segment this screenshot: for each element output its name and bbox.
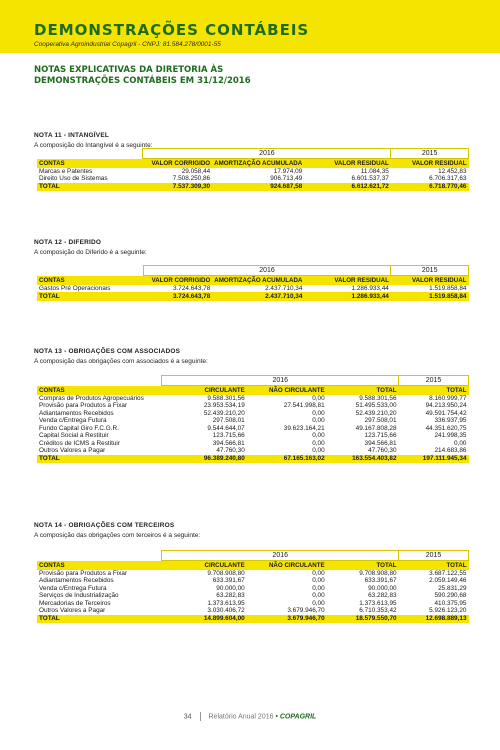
- col-header: VALOR RESIDUAL: [391, 276, 469, 285]
- total-value: 163.554.403,82: [327, 455, 399, 464]
- value-cell: 123.715,66: [364, 432, 397, 440]
- total-label: TOTAL: [37, 615, 162, 624]
- total-value: 6.718.770,46: [391, 183, 469, 192]
- value-cell: 0,00: [454, 439, 467, 447]
- year-2015: 2015: [399, 376, 469, 386]
- value-cell: 123.715,66: [212, 432, 245, 440]
- year-2015: 2015: [391, 149, 469, 159]
- total-row: [37, 183, 469, 192]
- table-row: [37, 175, 469, 183]
- col-header: TOTAL: [399, 386, 469, 395]
- col-header: CONTAS: [37, 386, 162, 395]
- value-cell: 214.683,86: [434, 447, 467, 455]
- table-row: [37, 410, 469, 418]
- table-row: [37, 395, 469, 403]
- total-value: 1.519.858,84: [391, 292, 469, 301]
- account-name: Provisão para Produtos a Fixar: [39, 402, 128, 410]
- account-name: Compras de Produtos Agropecuários: [39, 394, 144, 402]
- section-title: [34, 65, 251, 87]
- value-cell: 25.831,29: [438, 584, 467, 592]
- total-value: 1.286.933,44: [304, 292, 390, 301]
- value-cell: 297.508,01: [364, 417, 397, 425]
- note-12-table: [37, 265, 469, 301]
- value-cell: 590.290,68: [434, 592, 467, 600]
- value-cell: 633.391,67: [364, 577, 397, 585]
- page-number: 34: [183, 713, 192, 721]
- value-cell: 906.713,49: [270, 175, 303, 183]
- note-13-heading: [34, 348, 470, 365]
- table-row: [37, 447, 469, 455]
- value-cell: 8.160.999,77: [429, 394, 467, 402]
- value-cell: 410.375,95: [434, 599, 467, 607]
- value-cell: 3.724.643,78: [172, 284, 211, 292]
- value-cell: 2.059.149,46: [429, 577, 467, 585]
- value-cell: 0,00: [312, 409, 325, 417]
- column-header-row: [37, 159, 469, 168]
- account-name: Venda c/Entrega Futura: [39, 584, 107, 592]
- value-cell: 0,00: [312, 417, 325, 425]
- account-name: Direito Uso de Sistemas: [39, 175, 108, 183]
- value-cell: 1.286.933,44: [351, 284, 389, 292]
- total-value: 197.111.945,34: [399, 455, 469, 464]
- col-header: VALOR CORRIGIDO: [143, 276, 212, 285]
- value-cell: 3.679.946,70: [287, 607, 325, 615]
- value-cell: 0,00: [312, 569, 325, 577]
- value-cell: 9.708.908,80: [207, 569, 245, 577]
- value-cell: 52.439.210,20: [355, 409, 397, 417]
- account-name: Outros Valores a Pagar: [39, 607, 106, 615]
- section-title-line2: DEMONSTRAÇÕES CONTÁBEIS EM 31/12/2016: [34, 76, 251, 86]
- note-11-table: [37, 148, 469, 191]
- total-value: 3.679.946,70: [247, 615, 327, 624]
- year-header-row: [37, 551, 469, 561]
- col-header: TOTAL: [327, 386, 399, 395]
- page-footer: [0, 712, 500, 721]
- account-name: Gastos Pré Operacionais: [39, 284, 111, 292]
- value-cell: 394.566,81: [364, 439, 397, 447]
- year-2015: 2015: [399, 551, 469, 561]
- value-cell: 49.591.754,42: [425, 409, 467, 417]
- report-name: Relatório Anual 2016: [208, 713, 274, 721]
- table-row: [37, 570, 469, 578]
- account-name: Serviços de Industrialização: [39, 592, 119, 600]
- account-name: Capital Social a Restituir: [39, 432, 109, 440]
- total-value: 6.612.621,72: [304, 183, 391, 192]
- note-description: A composição do Diferido é a seguinte:: [34, 249, 147, 256]
- value-cell: 39.623.164,21: [283, 424, 325, 432]
- footer-divider: [200, 712, 201, 721]
- total-value: 3.724.643,78: [143, 292, 212, 301]
- account-name: Outros Valores a Pagar: [39, 447, 106, 455]
- value-cell: 3.687.122,55: [429, 569, 467, 577]
- value-cell: 0,00: [312, 577, 325, 585]
- account-name: Créditos de ICMS a Restituir: [39, 439, 120, 447]
- value-cell: 3.030.406,72: [207, 607, 245, 615]
- total-value: 2.437.710,34: [212, 292, 304, 301]
- year-2015: 2015: [391, 266, 469, 276]
- total-value: 12.698.889,13: [399, 615, 469, 624]
- column-header-row: [37, 561, 469, 570]
- value-cell: 52.439.210,20: [203, 409, 245, 417]
- table-row: [37, 607, 469, 615]
- total-value: 7.537.309,30: [143, 183, 212, 192]
- note-title: NOTA 14 - OBRIGAÇÕES COM TERCEIROS: [34, 522, 175, 529]
- col-header: VALOR CORRIGIDO: [143, 159, 212, 168]
- value-cell: 5.926.123,20: [429, 607, 467, 615]
- total-value: 96.389.240,80: [162, 455, 247, 464]
- value-cell: 23.953.534,19: [203, 402, 245, 410]
- total-value: 67.165.163,02: [247, 455, 327, 464]
- note-description: A composição do Intangível é a seguinte:: [34, 142, 153, 149]
- table-row: [37, 600, 469, 608]
- value-cell: 9.708.908,80: [359, 569, 397, 577]
- value-cell: 336.937,95: [434, 417, 467, 425]
- table-row: [37, 425, 469, 433]
- value-cell: 90.000,00: [216, 584, 245, 592]
- value-cell: 63.282,83: [216, 592, 245, 600]
- col-header: VALOR RESIDUAL: [304, 159, 391, 168]
- note-14-table: [37, 550, 469, 623]
- total-value: 924.687,58: [212, 183, 304, 192]
- table-row: [37, 417, 469, 425]
- col-header: CONTAS: [37, 561, 162, 570]
- year-header-row: [37, 266, 469, 276]
- total-row: [37, 292, 469, 301]
- note-description: A composição das obrigações com associados é a seguinte:: [34, 358, 208, 365]
- account-name: Adiantamentos Recebidos: [39, 577, 114, 585]
- value-cell: 7.508.250,86: [172, 175, 211, 183]
- value-cell: 241.998,35: [434, 432, 467, 440]
- total-row: [37, 615, 469, 624]
- col-header: CONTAS: [37, 159, 143, 168]
- value-cell: 47.760,30: [368, 447, 397, 455]
- value-cell: 0,00: [312, 599, 325, 607]
- year-header-row: [37, 376, 469, 386]
- total-value: 14.899.604,00: [162, 615, 247, 624]
- account-name: Mercadorias de Terceiros: [39, 599, 111, 607]
- value-cell: 51.495.533,00: [355, 402, 397, 410]
- total-label: TOTAL: [37, 292, 143, 301]
- account-name: Adiantamentos Recebidos: [39, 409, 114, 417]
- col-header: CIRCULANTE: [162, 386, 247, 395]
- value-cell: 9.588.301,56: [359, 394, 397, 402]
- total-value: 18.579.550,70: [327, 615, 399, 624]
- year-2016: 2016: [143, 266, 391, 276]
- table-row: [37, 440, 469, 448]
- value-cell: 297.508,01: [212, 417, 245, 425]
- year-2016: 2016: [143, 149, 391, 159]
- column-header-row: [37, 276, 469, 285]
- table-row: [37, 592, 469, 600]
- note-13-table: [37, 375, 469, 463]
- col-header: TOTAL: [327, 561, 399, 570]
- value-cell: 6.706.317,63: [429, 175, 467, 183]
- value-cell: 0,00: [312, 394, 325, 402]
- note-title: NOTA 11 - INTANGÍVEL: [34, 132, 110, 139]
- value-cell: 6.710.353,42: [359, 607, 397, 615]
- value-cell: 11.084,35: [360, 167, 389, 175]
- value-cell: 6.601.537,37: [351, 175, 389, 183]
- account-name: Fundo Capital Giro F.C.G.R.: [39, 424, 119, 432]
- note-title: NOTA 12 - DIFERIDO: [34, 239, 102, 246]
- value-cell: 94.213.950,24: [425, 402, 467, 410]
- value-cell: 17.974,09: [273, 167, 303, 175]
- value-cell: 9.544.644,07: [207, 424, 245, 432]
- col-header: NÃO CIRCULANTE: [247, 386, 327, 395]
- value-cell: 2.437.710,34: [265, 284, 303, 292]
- table-row: [37, 285, 469, 293]
- col-header: VALOR RESIDUAL: [304, 276, 390, 285]
- year-2016: 2016: [162, 551, 399, 561]
- note-12-heading: [34, 239, 470, 256]
- header-band: [0, 0, 500, 53]
- page-header-title: DEMONSTRAÇÕES CONTÁBEIS: [34, 21, 310, 39]
- table-row: [37, 585, 469, 593]
- value-cell: 1.373.613,95: [359, 599, 397, 607]
- table-row: [37, 432, 469, 440]
- value-cell: 1.373.613,95: [207, 599, 245, 607]
- year-header-row: [37, 149, 469, 159]
- col-header: VALOR RESIDUAL: [391, 159, 469, 168]
- total-label: TOTAL: [37, 183, 143, 192]
- col-header: TOTAL: [399, 561, 469, 570]
- footer-bullet: •: [275, 713, 278, 721]
- value-cell: 0,00: [312, 439, 325, 447]
- section-title-line1: NOTAS EXPLICATIVAS DA DIRETORIA ÀS: [34, 65, 224, 75]
- value-cell: 0,00: [312, 432, 325, 440]
- note-11-heading: [34, 132, 470, 149]
- col-header: CIRCULANTE: [162, 561, 247, 570]
- value-cell: 47.760,30: [216, 447, 245, 455]
- value-cell: 633.391,67: [212, 577, 245, 585]
- col-header: CONTAS: [37, 276, 143, 285]
- value-cell: 0,00: [312, 592, 325, 600]
- value-cell: 394.566,81: [212, 439, 245, 447]
- value-cell: 9.588.301,56: [207, 394, 245, 402]
- column-header-row: [37, 386, 469, 395]
- col-header: NÃO CIRCULANTE: [247, 561, 327, 570]
- value-cell: 1.519.858,84: [429, 284, 467, 292]
- table-row: [37, 402, 469, 410]
- year-2016: 2016: [162, 376, 399, 386]
- account-name: Provisão para Produtos a Fixar: [39, 569, 128, 577]
- value-cell: 0,00: [312, 447, 325, 455]
- value-cell: 27.541.998,81: [283, 402, 325, 410]
- page-header-subtitle: Cooperativa Agroindustrial Copagril - CNPJ: 81.584.278/0001-55: [34, 41, 221, 48]
- table-row: [37, 577, 469, 585]
- brand-name: COPAGRIL: [279, 713, 317, 721]
- value-cell: 49.167.808,28: [355, 424, 397, 432]
- value-cell: 29.058,44: [181, 167, 211, 175]
- value-cell: 90.000,00: [368, 584, 397, 592]
- note-14-heading: [34, 522, 470, 539]
- col-header: AMORTIZAÇÃO ACUMULADA: [214, 276, 303, 284]
- total-label: TOTAL: [37, 455, 162, 464]
- value-cell: 44.351.620,75: [425, 424, 467, 432]
- total-row: [37, 455, 469, 464]
- note-description: A composição das obrigações com terceiros é a seguinte:: [34, 532, 201, 539]
- value-cell: 12.452,83: [438, 167, 467, 175]
- account-name: Venda c/Entrega Futura: [39, 417, 107, 425]
- account-name: Marcas e Patentes: [39, 167, 93, 175]
- value-cell: 0,00: [312, 584, 325, 592]
- value-cell: 63.282,83: [368, 592, 397, 600]
- note-title: NOTA 13 - OBRIGAÇÕES COM ASSOCIADOS: [34, 348, 181, 355]
- col-header: AMORTIZAÇÃO ACUMULADA: [214, 159, 303, 167]
- table-row: [37, 168, 469, 176]
